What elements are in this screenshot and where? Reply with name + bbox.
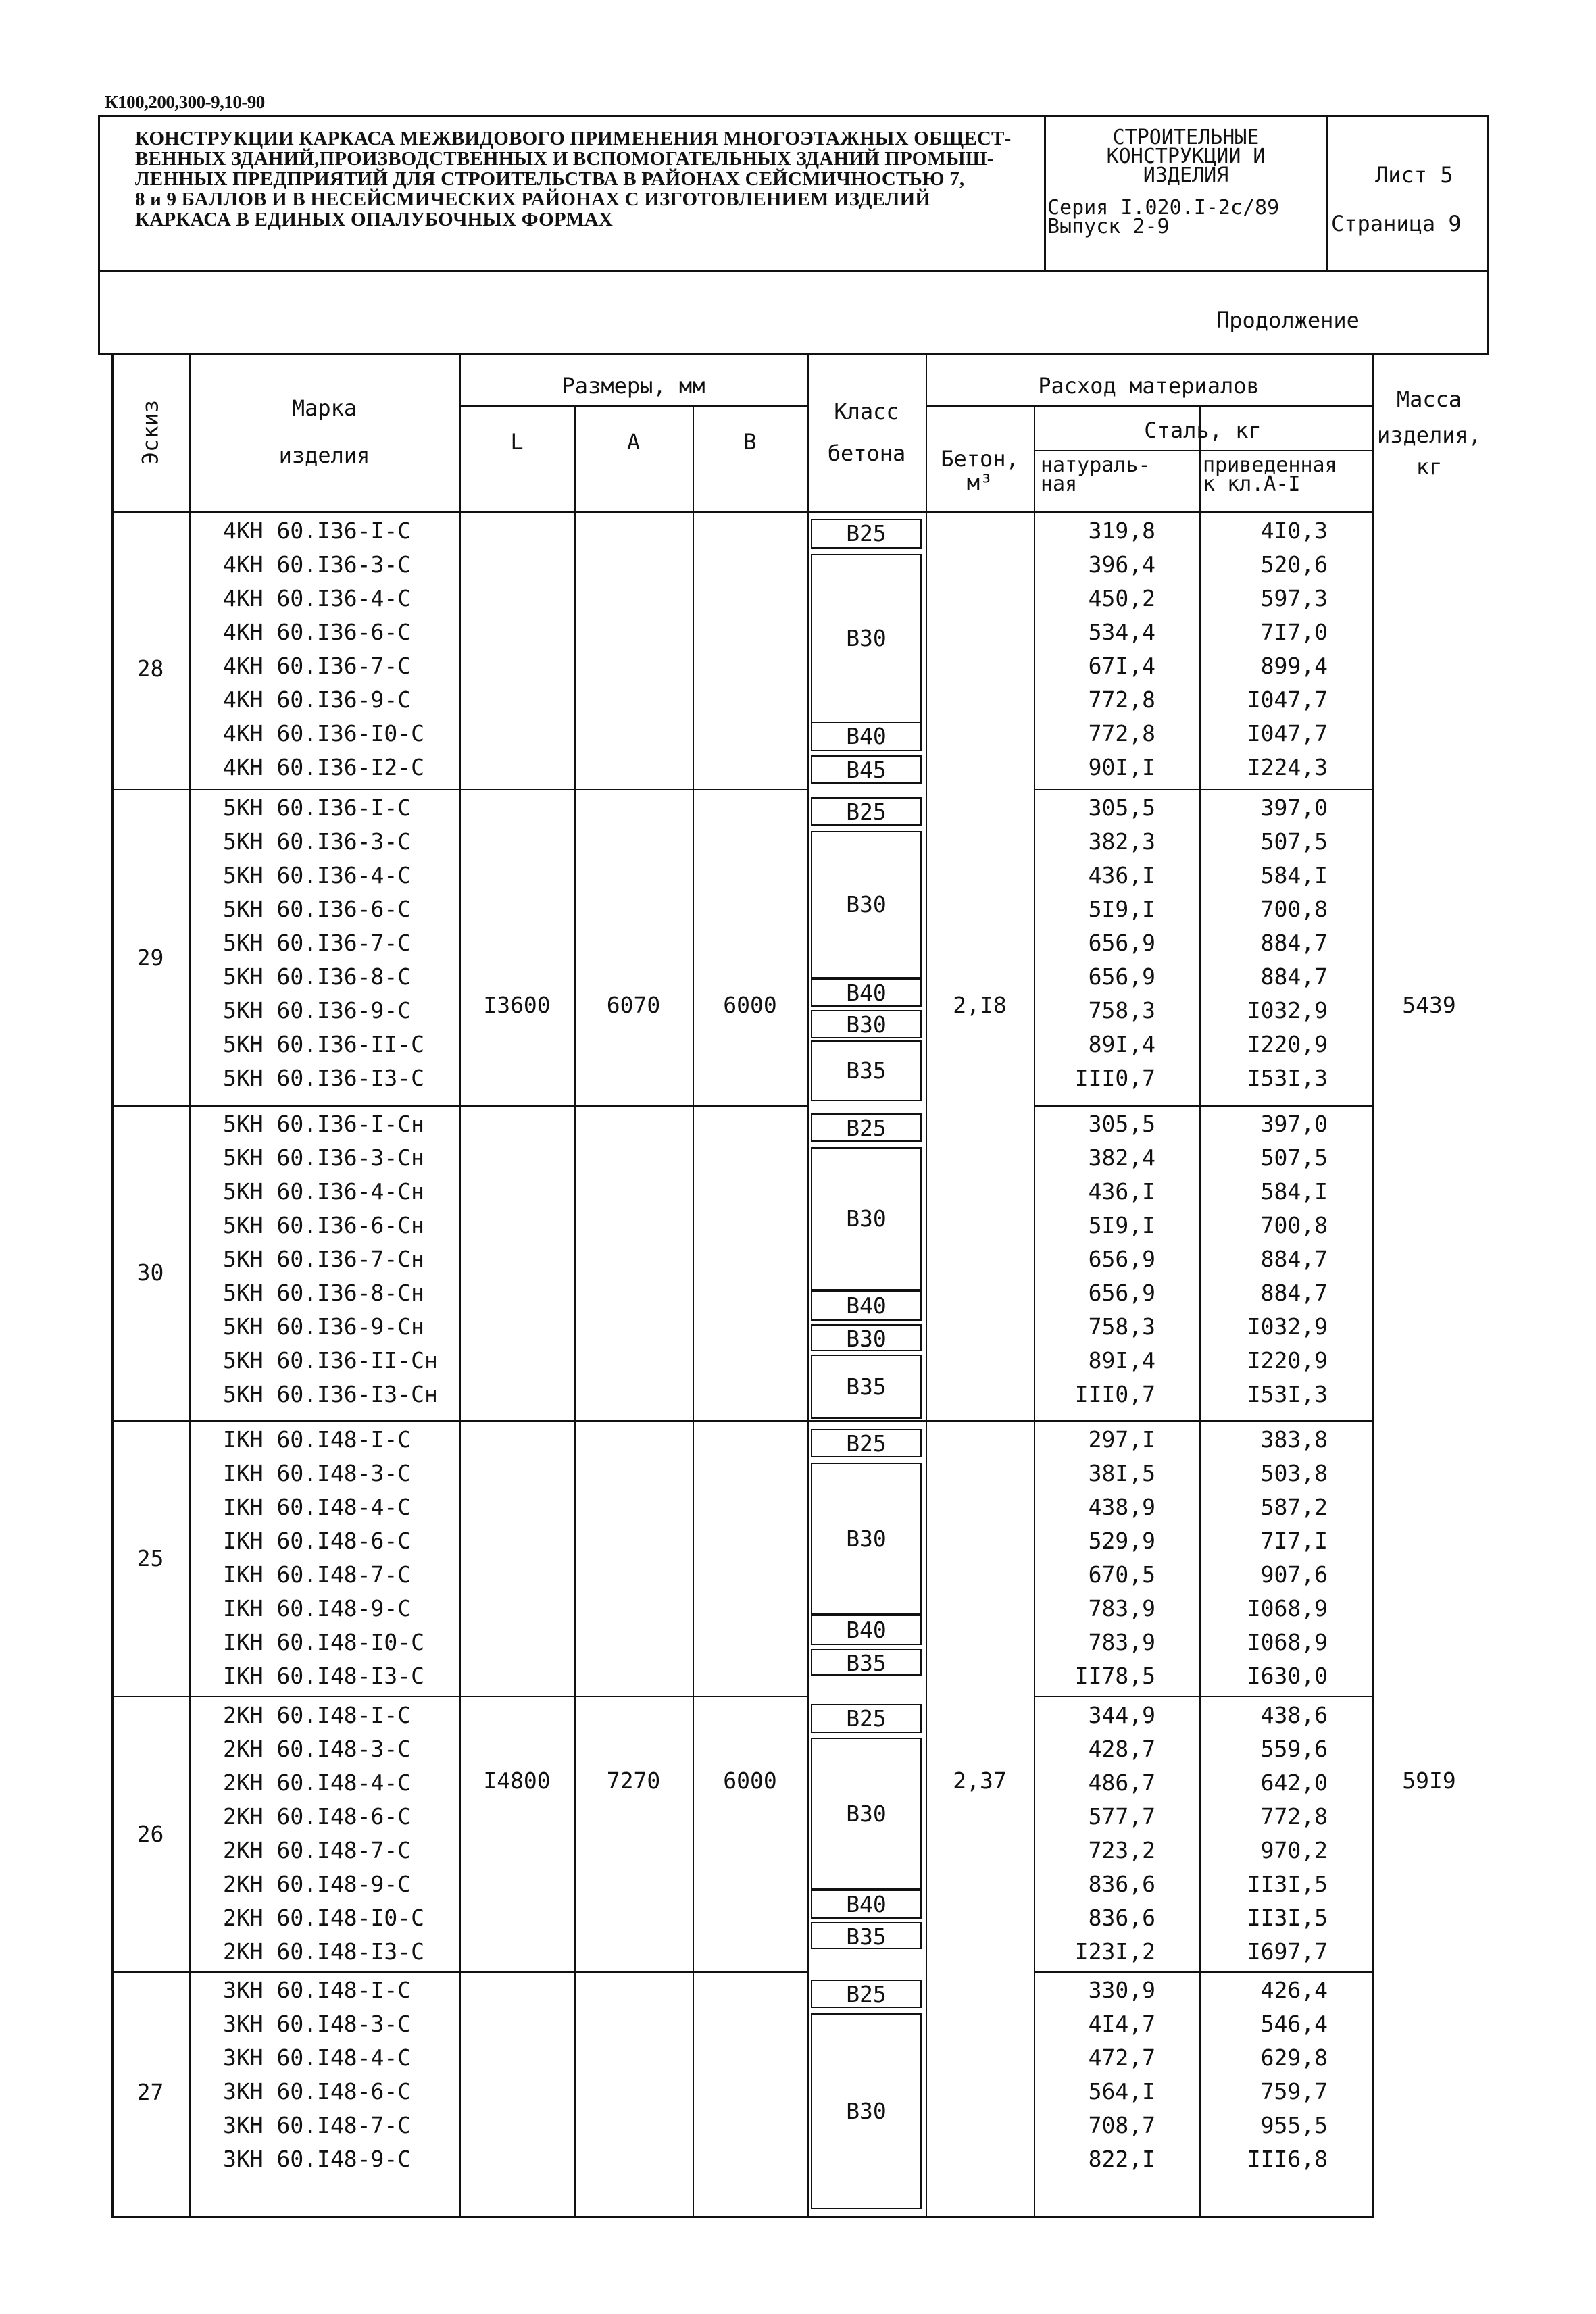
steel-natural: III0,7 [1074, 1065, 1155, 1091]
product-mark: 5КН 60.I36-II-Сн [223, 1347, 438, 1374]
concrete-class: В25 [846, 1705, 887, 1732]
steel-natural: 89I,4 [1088, 1347, 1155, 1374]
page-number: Страница 9 [1331, 211, 1462, 236]
concrete-class: В40 [846, 1891, 887, 1917]
steel-reduced: I220,9 [1247, 1347, 1328, 1374]
product-mark: IКН 60.I48-I0-С [223, 1629, 425, 1655]
header-L: L [510, 429, 524, 455]
class-cell [811, 1980, 922, 2008]
steel-reduced: 759,7 [1260, 2078, 1328, 2105]
steel-reduced: 899,4 [1260, 653, 1328, 679]
product-mark: IКН 60.I48-6-С [223, 1528, 412, 1554]
steel-natural: 428,7 [1088, 1736, 1155, 1762]
steel-natural: 783,9 [1088, 1595, 1155, 1621]
product-mark: 5КН 60.I36-6-С [223, 896, 412, 922]
steel-natural: 758,3 [1088, 997, 1155, 1024]
class-cell [811, 554, 922, 723]
class-cell [811, 1324, 922, 1351]
steel-reduced: 907,6 [1260, 1561, 1328, 1588]
steel-natural: 382,3 [1088, 828, 1155, 855]
sketch-number: 30 [136, 1259, 164, 1286]
steel-reduced: I068,9 [1247, 1595, 1328, 1621]
class-cell [811, 1922, 922, 1949]
frame-line [98, 115, 1489, 117]
continuation-label: Продолжение [1216, 307, 1360, 333]
steel-natural: I23I,2 [1074, 1938, 1155, 1965]
steel-natural: 529,9 [1088, 1528, 1155, 1554]
class-cell [811, 2013, 922, 2209]
title-line: ЛЕННЫХ ПРЕДПРИЯТИЙ ДЛЯ СТРОИТЕЛЬСТВА В РАЙОНАХ СЕЙСМИЧНОСТЬЮ 7, [135, 168, 965, 190]
concrete-class: В30 [846, 1326, 887, 1352]
steel-natural: 783,9 [1088, 1629, 1155, 1655]
steel-reduced: 503,8 [1260, 1460, 1328, 1486]
product-mark: IКН 60.I48-9-С [223, 1595, 412, 1621]
product-mark: IКН 60.I48-I-С [223, 1426, 412, 1453]
steel-natural: 90I,I [1088, 754, 1155, 780]
class-cell [811, 519, 922, 549]
steel-natural: 344,9 [1088, 1702, 1155, 1728]
header-mark: изделия [278, 443, 370, 468]
product-mark: 5КН 60.I36-8-Сн [223, 1280, 425, 1306]
stamp-line: ИЗДЕЛИЯ [1143, 164, 1229, 187]
product-mark: 2КН 60.I48-6-С [223, 1803, 412, 1830]
class-cell [811, 1113, 922, 1142]
product-mark: 5КН 60.I36-I3-Сн [223, 1381, 438, 1407]
product-mark: 2КН 60.I48-4-С [223, 1769, 412, 1796]
concrete-class: В40 [846, 723, 887, 749]
steel-reduced: I630,0 [1247, 1663, 1328, 1689]
concrete-class: В30 [846, 1205, 887, 1232]
class-cell [811, 1147, 922, 1290]
steel-reduced: 4I0,3 [1260, 518, 1328, 544]
steel-reduced: 955,5 [1260, 2112, 1328, 2138]
group-separator [1034, 1696, 1372, 1697]
block-concrete: 2,37 [953, 1767, 1007, 1794]
product-mark: 5КН 60.I36-3-Сн [223, 1145, 425, 1171]
steel-natural: 4I4,7 [1088, 2011, 1155, 2037]
concrete-class: В45 [846, 757, 887, 783]
product-mark: 2КН 60.I48-3-С [223, 1736, 412, 1762]
product-mark: 3КН 60.I48-3-С [223, 2011, 412, 2037]
steel-natural: 486,7 [1088, 1769, 1155, 1796]
header-sketch: Эскиз [137, 399, 164, 466]
header-concrete-unit: м³ [966, 470, 993, 495]
steel-natural: 836,6 [1088, 1905, 1155, 1931]
class-cell [811, 978, 922, 1007]
steel-reduced: I53I,3 [1247, 1381, 1328, 1407]
steel-natural: 822,I [1088, 2146, 1155, 2172]
steel-reduced: 700,8 [1260, 896, 1328, 922]
product-mark: IКН 60.I48-3-С [223, 1460, 412, 1486]
product-mark: 5КН 60.I36-7-Сн [223, 1246, 425, 1272]
steel-reduced: 772,8 [1260, 1803, 1328, 1830]
steel-reduced: 397,0 [1260, 1111, 1328, 1137]
sketch-number: 28 [136, 655, 164, 682]
class-cell [811, 1463, 922, 1615]
product-mark: 3КН 60.I48-7-С [223, 2112, 412, 2138]
concrete-class: В30 [846, 1800, 887, 1827]
concrete-class: В35 [846, 1373, 887, 1400]
steel-natural: 382,4 [1088, 1145, 1155, 1171]
table-line [459, 353, 461, 2216]
block-mass: 5439 [1402, 992, 1456, 1018]
block-B: 6000 [723, 992, 777, 1018]
product-mark: 5КН 60.I36-9-С [223, 997, 412, 1024]
class-cell [811, 1290, 922, 1321]
steel-natural: III0,7 [1074, 1381, 1155, 1407]
steel-natural: 534,4 [1088, 619, 1155, 645]
group-separator [111, 1971, 807, 1973]
steel-reduced: III6,8 [1247, 2146, 1328, 2172]
steel-reduced: I068,9 [1247, 1629, 1328, 1655]
concrete-class: В30 [846, 891, 887, 917]
block-B: 6000 [723, 1767, 777, 1794]
steel-reduced: 587,2 [1260, 1494, 1328, 1520]
product-mark: IКН 60.I48-I3-С [223, 1663, 425, 1689]
product-mark: 4КН 60.I36-7-С [223, 653, 412, 679]
class-cell [811, 1429, 922, 1457]
header-materials: Расход материалов [1038, 373, 1260, 399]
steel-reduced: I224,3 [1247, 754, 1328, 780]
steel-reduced: 426,4 [1260, 1977, 1328, 2003]
concrete-class: В25 [846, 799, 887, 825]
steel-reduced: 438,6 [1260, 1702, 1328, 1728]
concrete-class: В30 [846, 1011, 887, 1038]
steel-natural: 656,9 [1088, 1246, 1155, 1272]
steel-reduced: 884,7 [1260, 1280, 1328, 1306]
product-mark: 5КН 60.I36-4-Сн [223, 1178, 425, 1205]
steel-reduced: 584,I [1260, 862, 1328, 888]
steel-natural: 305,5 [1088, 1111, 1155, 1137]
class-cell [811, 1040, 922, 1101]
product-mark: 5КН 60.I36-II-С [223, 1031, 425, 1057]
table-line [807, 353, 809, 2216]
steel-natural: 89I,4 [1088, 1031, 1155, 1057]
document-code: К100,200,300-9,10-90 [105, 92, 265, 112]
product-mark: 4КН 60.I36-4-С [223, 585, 412, 611]
product-mark: 4КН 60.I36-I-С [223, 518, 412, 544]
steel-reduced: 884,7 [1260, 1246, 1328, 1272]
steel-reduced: II3I,5 [1247, 1905, 1328, 1931]
series-number: Серия I.020.I-2с/89 [1047, 196, 1280, 220]
steel-reduced: 629,8 [1260, 2044, 1328, 2071]
product-mark: 5КН 60.I36-6-Сн [223, 1212, 425, 1238]
header-natural: ная [1041, 472, 1078, 496]
stamp-line: КОНСТРУКЦИИ И [1106, 145, 1266, 168]
steel-reduced: I697,7 [1247, 1938, 1328, 1965]
product-mark: 4КН 60.I36-9-С [223, 686, 412, 713]
concrete-class: В25 [846, 1430, 887, 1457]
class-cell [811, 797, 922, 826]
steel-reduced: 700,8 [1260, 1212, 1328, 1238]
steel-natural: 656,9 [1088, 930, 1155, 956]
class-cell [811, 1355, 922, 1419]
concrete-class: В40 [846, 980, 887, 1006]
steel-natural: 836,6 [1088, 1871, 1155, 1897]
product-mark: 5КН 60.I36-I-С [223, 795, 412, 821]
table-line [189, 353, 191, 2216]
steel-reduced: 884,7 [1260, 963, 1328, 990]
sketch-number: 29 [136, 945, 164, 971]
header-A: A [626, 429, 641, 455]
steel-natural: 438,9 [1088, 1494, 1155, 1520]
product-mark: 2КН 60.I48-9-С [223, 1871, 412, 1897]
steel-natural: 5I9,I [1088, 1212, 1155, 1238]
steel-reduced: 383,8 [1260, 1426, 1328, 1453]
header-mass: Масса [1396, 386, 1462, 412]
concrete-class: В35 [846, 1650, 887, 1676]
sketch-number: 25 [136, 1545, 164, 1571]
steel-natural: 772,8 [1088, 720, 1155, 747]
group-separator [111, 1105, 807, 1107]
sketch-number: 27 [136, 2079, 164, 2105]
steel-natural: 436,I [1088, 862, 1155, 888]
block-L: I3600 [483, 992, 551, 1018]
product-mark: 5КН 60.I36-3-С [223, 828, 412, 855]
steel-reduced: 507,5 [1260, 828, 1328, 855]
steel-reduced: 520,6 [1260, 551, 1328, 578]
class-cell [811, 1704, 922, 1733]
table-line [926, 353, 927, 2216]
title-line: ВЕННЫХ ЗДАНИЙ,ПРОИЗВОДСТВЕННЫХ И ВСПОМОГАТЕЛЬНЫХ ЗДАНИЙ ПРОМЫШ- [135, 148, 994, 170]
steel-natural: 758,3 [1088, 1313, 1155, 1340]
header-mass: изделия, [1376, 422, 1482, 448]
steel-natural: 5I9,I [1088, 896, 1155, 922]
table-line [111, 2216, 1373, 2218]
sketch-number: 26 [136, 1821, 164, 1847]
group-separator [1034, 1105, 1372, 1107]
table-line [574, 405, 576, 2216]
table-line [98, 353, 1489, 355]
steel-reduced: I220,9 [1247, 1031, 1328, 1057]
steel-reduced: II3I,5 [1247, 1871, 1328, 1897]
product-mark: IКН 60.I48-7-С [223, 1561, 412, 1588]
header-steel: Сталь, кг [1144, 418, 1262, 443]
concrete-class: В30 [846, 2098, 887, 2124]
steel-natural: 656,9 [1088, 1280, 1155, 1306]
product-mark: 5КН 60.I36-8-С [223, 963, 412, 990]
class-cell [811, 755, 922, 784]
frame-line [1044, 115, 1046, 272]
steel-natural: 656,9 [1088, 963, 1155, 990]
steel-natural: 472,7 [1088, 2044, 1155, 2071]
class-cell [811, 1649, 922, 1676]
group-separator [111, 1420, 1373, 1422]
steel-reduced: 546,4 [1260, 2011, 1328, 2037]
steel-reduced: 559,6 [1260, 1736, 1328, 1762]
concrete-class: В25 [846, 1981, 887, 2007]
block-L: I4800 [483, 1767, 551, 1794]
steel-natural: II78,5 [1074, 1663, 1155, 1689]
steel-natural: 564,I [1088, 2078, 1155, 2105]
steel-natural: 450,2 [1088, 585, 1155, 611]
table-line [111, 511, 1373, 513]
stamp-line: СТРОИТЕЛЬНЫЕ [1112, 126, 1260, 149]
concrete-class: В25 [846, 520, 887, 547]
header-reduced: к кл.А-I [1203, 472, 1301, 496]
product-mark: 4КН 60.I36-I0-С [223, 720, 425, 747]
steel-natural: 330,9 [1088, 1977, 1155, 2003]
product-mark: 5КН 60.I36-I-Сн [223, 1111, 425, 1137]
steel-reduced: I032,9 [1247, 997, 1328, 1024]
group-separator [1034, 789, 1372, 790]
product-mark: 4КН 60.I36-I2-С [223, 754, 425, 780]
steel-reduced: I53I,3 [1247, 1065, 1328, 1091]
steel-natural: 297,I [1088, 1426, 1155, 1453]
product-mark: 4КН 60.I36-3-С [223, 551, 412, 578]
header-mass-unit: кг [1416, 454, 1443, 480]
steel-reduced: 7I7,0 [1260, 619, 1328, 645]
header-B: B [743, 429, 757, 455]
header-class: бетона [827, 441, 906, 466]
product-mark: 5КН 60.I36-7-С [223, 930, 412, 956]
steel-natural: 723,2 [1088, 1837, 1155, 1863]
steel-natural: 772,8 [1088, 686, 1155, 713]
product-mark: 2КН 60.I48-I0-С [223, 1905, 425, 1931]
title-line: КАРКАСА В ЕДИНЫХ ОПАЛУБОЧНЫХ ФОРМАХ [135, 209, 614, 230]
steel-reduced: 584,I [1260, 1178, 1328, 1205]
steel-natural: 396,4 [1088, 551, 1155, 578]
concrete-class: В40 [846, 1292, 887, 1319]
header-concrete: Бетон, [941, 446, 1019, 472]
product-mark: 5КН 60.I36-4-С [223, 862, 412, 888]
steel-reduced: 507,5 [1260, 1145, 1328, 1171]
header-mark: Марка [291, 395, 357, 421]
block-A: 6070 [606, 992, 661, 1018]
product-mark: IКН 60.I48-4-С [223, 1494, 412, 1520]
class-cell [811, 722, 922, 751]
concrete-class: В40 [846, 1616, 887, 1643]
steel-reduced: I032,9 [1247, 1313, 1328, 1340]
issue-number: Выпуск 2-9 [1047, 215, 1170, 238]
header-reduced: приведенная [1203, 453, 1337, 477]
steel-reduced: 970,2 [1260, 1837, 1328, 1863]
steel-reduced: 642,0 [1260, 1769, 1328, 1796]
product-mark: 3КН 60.I48-4-С [223, 2044, 412, 2071]
frame-line [1326, 115, 1328, 272]
steel-natural: 38I,5 [1088, 1460, 1155, 1486]
class-cell [811, 1738, 922, 1890]
steel-natural: 319,8 [1088, 518, 1155, 544]
concrete-class: В25 [846, 1115, 887, 1141]
steel-natural: 577,7 [1088, 1803, 1155, 1830]
steel-natural: 670,5 [1088, 1561, 1155, 1588]
product-mark: 2КН 60.I48-7-С [223, 1837, 412, 1863]
title-line: КОНСТРУКЦИИ КАРКАСА МЕЖВИДОВОГО ПРИМЕНЕНИЯ МНОГОЭТАЖНЫХ ОБЩЕСТ- [135, 128, 1012, 149]
concrete-class: В35 [846, 1057, 887, 1084]
steel-natural: 708,7 [1088, 2112, 1155, 2138]
concrete-class: В30 [846, 1525, 887, 1552]
product-mark: 3КН 60.I48-6-С [223, 2078, 412, 2105]
header-class: Класс [834, 399, 899, 424]
steel-reduced: 397,0 [1260, 795, 1328, 821]
product-mark: 3КН 60.I48-I-С [223, 1977, 412, 2003]
table-line [1034, 450, 1372, 451]
class-cell [811, 1890, 922, 1919]
block-concrete: 2,I8 [953, 992, 1007, 1018]
table-line [459, 405, 809, 407]
group-separator [1034, 1971, 1372, 1973]
sheet-number: Лист 5 [1375, 162, 1453, 188]
product-mark: 2КН 60.I48-I3-С [223, 1938, 425, 1965]
concrete-class: В30 [846, 625, 887, 651]
table-line [693, 405, 694, 2216]
block-A: 7270 [606, 1767, 661, 1794]
product-mark: 4КН 60.I36-6-С [223, 619, 412, 645]
steel-natural: 67I,4 [1088, 653, 1155, 679]
class-cell [811, 1615, 922, 1645]
steel-natural: 305,5 [1088, 795, 1155, 821]
class-cell [811, 1010, 922, 1038]
steel-natural: 436,I [1088, 1178, 1155, 1205]
product-mark: 5КН 60.I36-I3-С [223, 1065, 425, 1091]
product-mark: 2КН 60.I48-I-С [223, 1702, 412, 1728]
steel-reduced: 7I7,I [1260, 1528, 1328, 1554]
steel-reduced: 597,3 [1260, 585, 1328, 611]
steel-reduced: 884,7 [1260, 930, 1328, 956]
frame-line [98, 115, 100, 354]
block-mass: 59I9 [1402, 1767, 1456, 1794]
table-line [1372, 353, 1374, 2218]
product-mark: 3КН 60.I48-9-С [223, 2146, 412, 2172]
group-separator [111, 789, 807, 790]
product-mark: 5КН 60.I36-9-Сн [223, 1313, 425, 1340]
steel-reduced: I047,7 [1247, 720, 1328, 747]
steel-reduced: I047,7 [1247, 686, 1328, 713]
frame-line [1487, 115, 1489, 354]
header-sizes: Размеры, мм [562, 373, 705, 399]
title-line: 8 и 9 БАЛЛОВ И В НЕСЕЙСМИЧЕСКИХ РАЙОНАХ С ИЗГОТОВЛЕНИЕМ ИЗДЕЛИЙ [135, 188, 931, 210]
table-line [926, 405, 1372, 407]
class-cell [811, 831, 922, 978]
concrete-class: В35 [846, 1923, 887, 1950]
header-natural: натураль- [1041, 453, 1151, 477]
group-separator [111, 1696, 807, 1697]
frame-line [98, 270, 1489, 272]
